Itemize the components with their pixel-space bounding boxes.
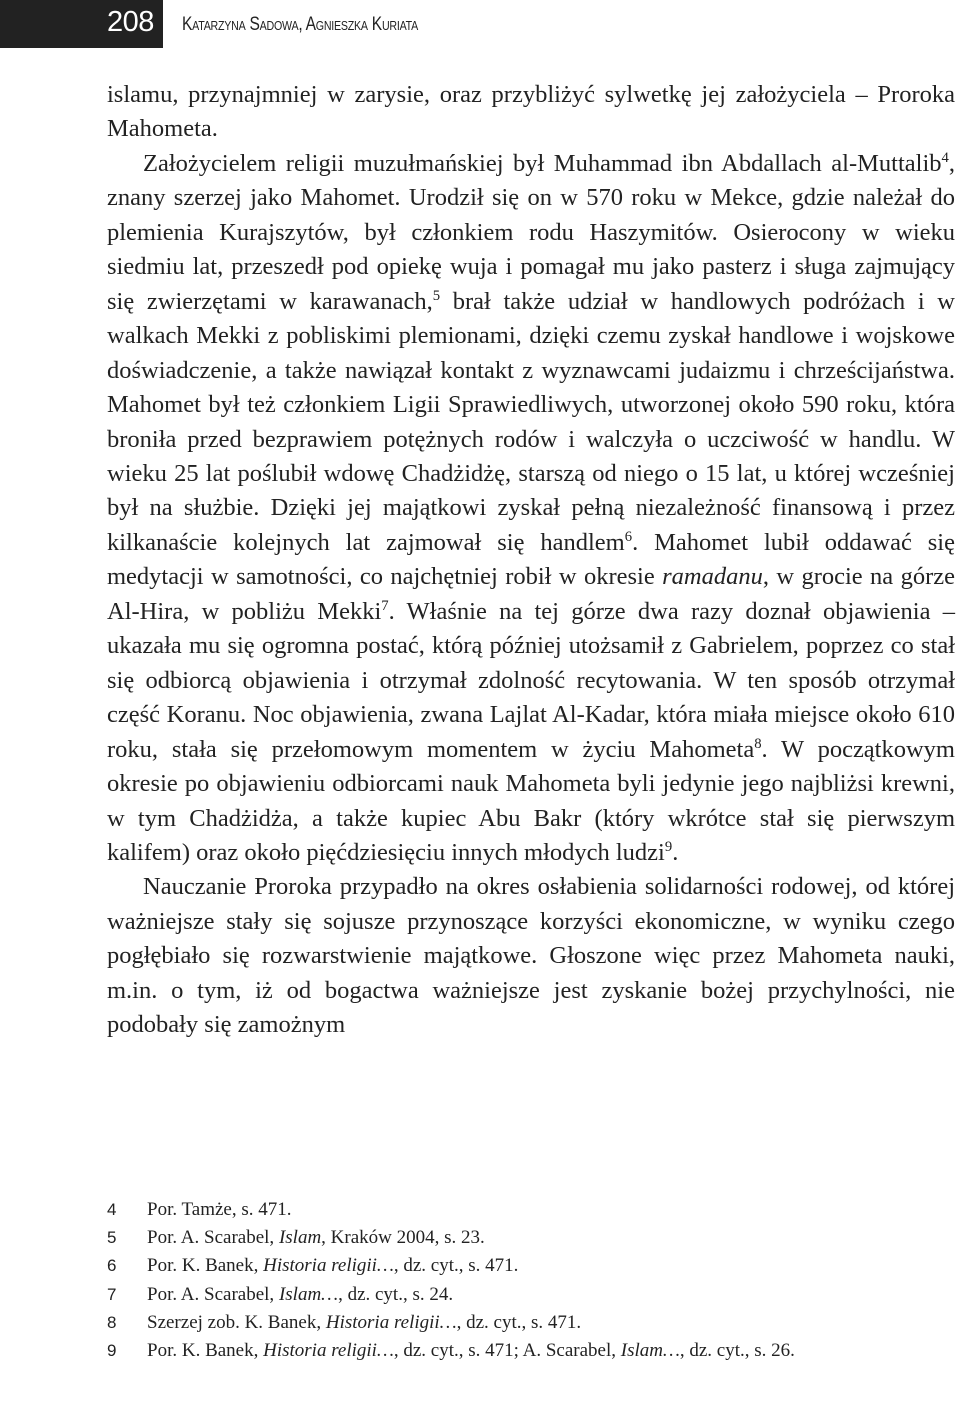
footnote-ref-7: 7	[381, 597, 389, 614]
footnote-number: 6	[107, 1256, 117, 1276]
page-number-box	[0, 0, 163, 48]
footnote: 5 Por. A. Scarabel, Islam, Kraków 2004, s. 23.	[107, 1224, 955, 1252]
paragraph-2: Założycielem religii muzułmańskiej był Muhammad ibn Abdallach al-Muttalib$^4$, znany szerzej jako Mahomet. Urodził się on w 570 roku w Mekce, gdzie należał do plemienia Kurajszytów, był członkiem rodu Haszymitów. Osierocony w wieku siedmiu lat, przeszedł pod opiekę wuja i pomagał mu jako pasterz i sługa zajmujący się zwierzętami w karawanach,$^5$ brał także udział w handlowych podróżach i w walkach Mekki z pobliskimi plemionami, dzięki czemu zyskał handlowe i wojskowe doświadczenie, a także nawiązał kontakt z wyznawcami judaizmu i chrześcijaństwa. Mahomet był też członkiem Ligii Sprawiedliwych, utworzonej około 590 roku, która broniła przed bezprawiem potężnych rodów i walczyła o uczciwość w handlu. W wieku 25 lat poślubił wdowę Chadżidżę, starszą od niego o 15 lat, u której wcześniej był na służbie. Dzięki jej majątkowi zyskał pełną niezależność finansową i przez kilkanaście kolejnych lat zajmował się handlem$^6$. Mahomet lubił oddawać się medytacji w samotności, co najchętniej robił w okresie ramadanu, w grocie na górze Al-Hira, w pobliżu Mekki$^7$. Właśnie na tej górze dwa razy doznał objawienia – ukazała mu się ogromna postać, którą później utożsamił z Gabrielem, poprzez co stał się odbiorcą objawienia i otrzymał zdolność recytowania. W ten sposób otrzymał część Koranu. Noc objawienia, zwana Lajlat Al-Kadar, która miała miejsce około 610 roku, stała się przełomowym momentem w życiu Mahometa$^8$. W początkowym okresie po objawieniu odbiorcami nauk Mahometa byli jedynie jego najbliżsi krewni, w tym Chadżidża, a także kupiec Abu Bakr (który wkrótce stał się pierwszym kalifem) oraz około pięćdziesięciu innych młodych ludzi$^9$.	[107, 149, 955, 866]
body-text	[107, 78, 955, 1043]
footnote: 9 Por. K. Banek, Historia religii…, dz. cyt., s. 471; A. Scarabel, Islam…, dz. cyt., s. 26.	[107, 1337, 955, 1365]
footnote: 8 Szerzej zob. K. Banek, Historia religii…, dz. cyt., s. 471.	[107, 1309, 955, 1337]
footnote-ref-9: 9	[664, 838, 673, 855]
paragraph-1: islamu, przynajmniej w zarysie, oraz przybliżyć sylwetkę jej założyciela – Proroka Mahometa.	[107, 81, 955, 143]
footnote-number: 7	[107, 1284, 117, 1304]
footnote: 7 Por. A. Scarabel, Islam…, dz. cyt., s. 24.	[107, 1281, 955, 1309]
italic-term: ramadanu	[662, 563, 763, 591]
footnote-number: 9	[107, 1341, 117, 1361]
running-head: Katarzyna Sadowa, Agnieszka Kuriata	[182, 14, 418, 35]
footnote-ref-8: 8	[754, 735, 762, 752]
page-number: 208	[107, 6, 154, 38]
paragraph-3: Nauczanie Proroka przypadło na okres osłabienia solidarności rodowej, od której ważniejsze stały się sojusze przynoszące korzyści ekonomiczne, w wyniku czego pogłębiało się rozwarstwienie majątkowe. Głoszone więc przez Mahometa nauki, m.in. o tym, iż od bogactwa ważniejsze jest zyskanie bożej przychylności, nie podobały się zamożnym	[107, 873, 955, 1039]
footnote-ref-4: 4	[941, 149, 949, 166]
page-header	[0, 0, 960, 50]
footnote-number: 5	[107, 1228, 117, 1248]
footnote-ref-5: 5	[432, 287, 441, 304]
footnote-ref-6: 6	[624, 528, 633, 545]
footnote-number: 8	[107, 1312, 117, 1332]
footnote: 6 Por. K. Banek, Historia religii…, dz. cyt., s. 471.	[107, 1252, 955, 1280]
footnote: 4 Por. Tamże, s. 471.	[107, 1196, 955, 1224]
footnotes	[107, 1196, 955, 1365]
footnote-number: 4	[107, 1200, 117, 1219]
